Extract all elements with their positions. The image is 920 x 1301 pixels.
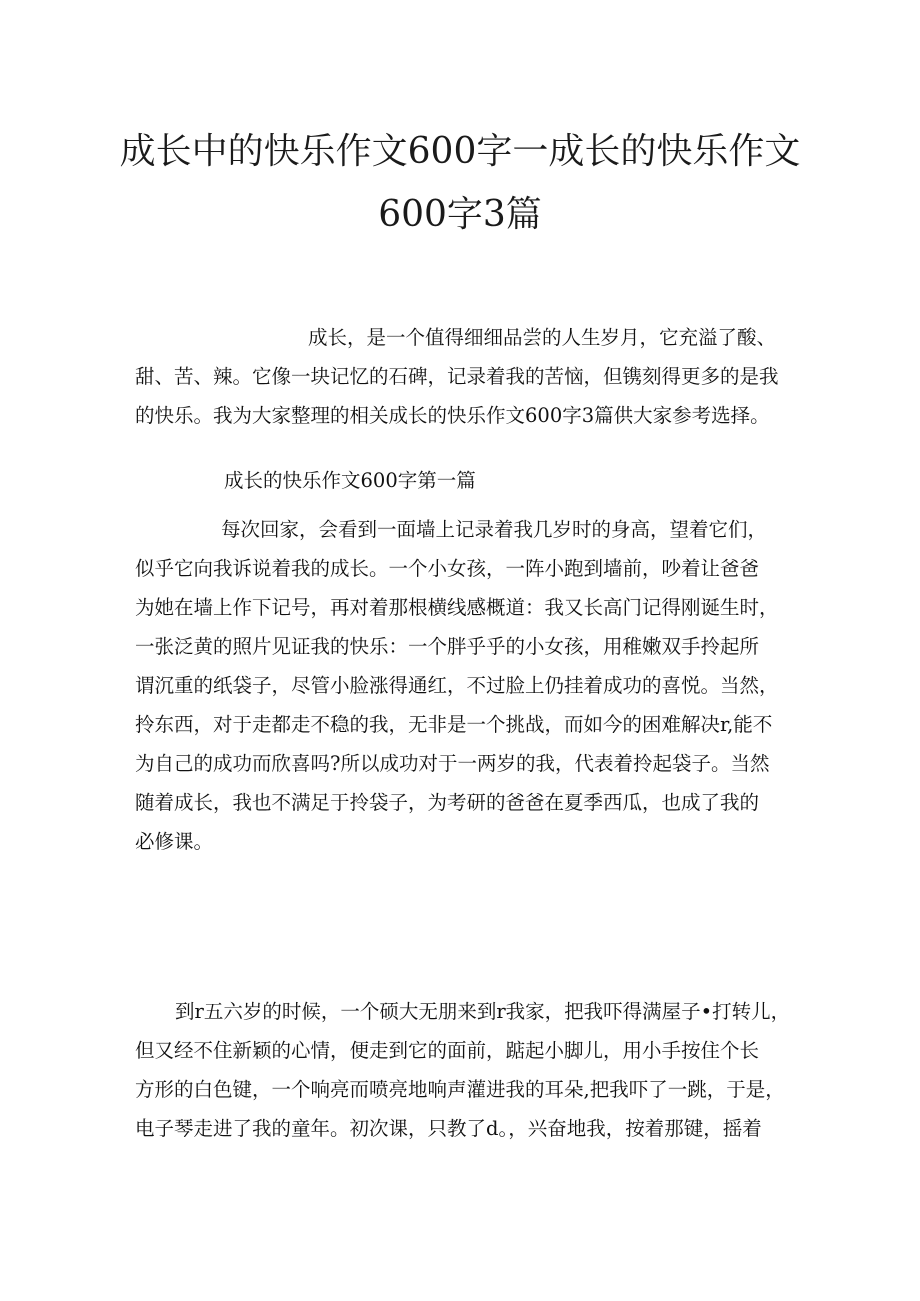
paragraph-line: 为她在墙上作下记号，再对着那根横线感概道：我又长高门记得刚诞生时， (135, 596, 779, 619)
section-heading: 成长的快乐作文600字第一篇 (224, 469, 476, 492)
paragraph-line: 到r五六岁的时候，一个硕大无朋来到r我家，把我吓得满屋子•打转儿， (175, 1000, 791, 1023)
paragraph-line: 电子琴走进了我的童年。初次课，只教了d。，兴奋地我，按着那键，摇着 (135, 1117, 762, 1140)
paragraph-line: 似乎它向我诉说着我的成长。一个小女孩，一阵小跑到墙前，吵着让爸爸 (135, 557, 760, 580)
paragraph-line: 必修课。 (135, 830, 214, 853)
body-paragraph-1 (135, 510, 790, 861)
intro-line: 的快乐。我为大家整理的相关成长的快乐作文600字3篇供大家参考选择。 (135, 404, 770, 427)
paragraph-line: 每次回家，会看到一面墙上记录着我几岁时的身高，望着它们， (221, 518, 768, 541)
intro-line: 成长，是一个值得细细品尝的人生岁月，它充溢了酸、 (308, 326, 777, 349)
body-paragraph-2 (135, 992, 790, 1148)
paragraph-line: 但又经不住新颖的心情，便走到它的面前，踮起小脚儿，用小手按住个长 (135, 1039, 760, 1062)
paragraph-line: 谓沉重的纸袋子，尽管小脸涨得通红，不过脸上仍挂着成功的喜悦。当然， (135, 674, 779, 697)
paragraph-line: 一张泛黄的照片见证我的快乐：一个胖乎乎的小女孩，用稚嫩双手拎起所 (135, 635, 760, 658)
document-title-line-1: 成长中的快乐作文600字一成长的快乐作文 (119, 131, 801, 172)
paragraph-line: 随着成长，我也不满足于拎袋子，为考研的爸爸在夏季西瓜，也成了我的 (135, 791, 760, 814)
intro-line: 甜、苦、辣。它像一块记忆的石碑，记录着我的苦恼，但镌刻得更多的是我 (135, 365, 779, 388)
document-title-line-2: 600字3篇 (378, 194, 542, 235)
paragraph-line: 方形的白色键，一个响亮而喷亮地响声灌进我的耳朵,把我吓了一跳，于是， (135, 1078, 785, 1101)
paragraph-line: 拎东西，对于走都走不稳的我，无非是一个挑战，而如今的困难解决r,能不 (135, 713, 773, 736)
intro-paragraph (135, 318, 790, 435)
paragraph-line: 为自己的成功而欣喜吗?所以成功对于一两岁的我，代表着拎起袋子。当然 (135, 752, 770, 775)
